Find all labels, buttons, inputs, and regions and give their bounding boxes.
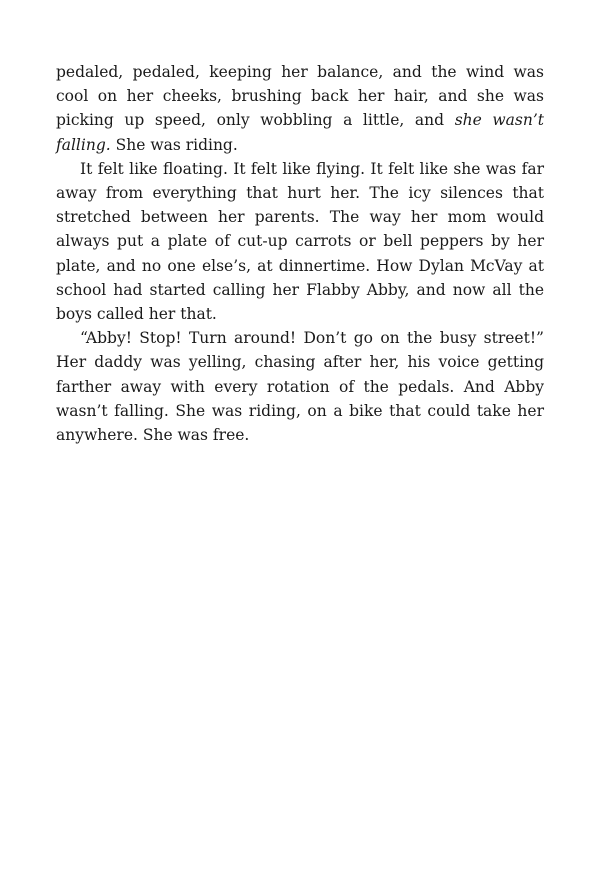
paragraph-1-tail: She was riding.: [110, 135, 238, 154]
paragraph-1-italic: she wasn’t falling.: [56, 111, 544, 154]
paragraph-2: It felt like floating. It felt like flying. It felt like she was far away from everything that hurt her. The icy silences that stretched between her parents. The way her mom would always put a plate of cut-up carrots or bell peppers by her plate, and no one else’s, at dinnertime. How Dylan McVay at school had started calling her Flabby Abby, and now all the boys called her that.: [56, 159, 544, 324]
paragraph-1-text: pedaled, pedaled, keeping her balance, and the wind was cool on her cheeks, brushing back her hair, and she was picking up speed, only wobbling a little, and: [56, 63, 544, 130]
page-body: [56, 60, 544, 447]
paragraph-1: [56, 60, 544, 157]
paragraph-3: “Abby! Stop! Turn around! Don’t go on the busy street!” Her daddy was yelling, chasing after her, his voice getting farther away with every rotation of the pedals. And Abby wasn’t falling. She was riding, on a bike that could take her anywhere. She was free.: [56, 329, 544, 445]
